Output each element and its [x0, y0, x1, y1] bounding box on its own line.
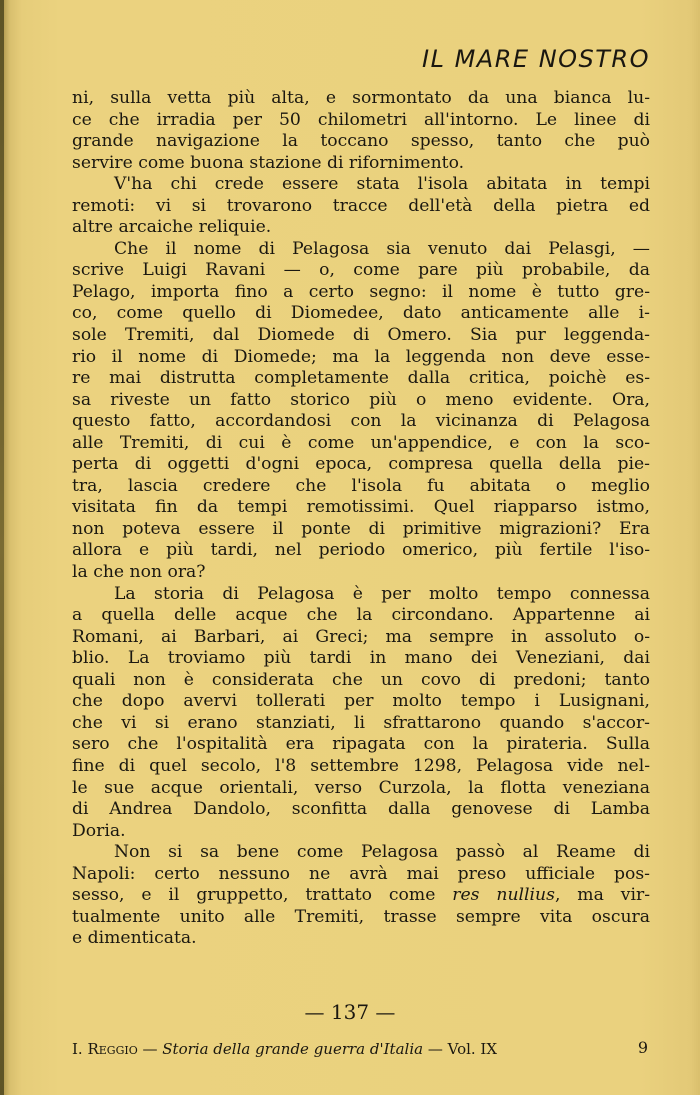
- footer-volume: Vol. IX: [447, 1040, 498, 1058]
- running-title: IL MARE NOSTRO: [422, 45, 650, 73]
- text-line: perta di oggetti d'ogni epoca, compresa quella della pie-: [72, 454, 650, 475]
- text-line: che vi si erano stanziati, li sfrattarono quando s'accor-: [72, 712, 650, 733]
- page-spine-shadow: [0, 0, 4, 1095]
- latin-phrase: res nullius: [452, 885, 555, 906]
- text-line: Romani, ai Barbari, ai Greci; ma sempre in assoluto o-: [72, 626, 650, 647]
- text-line: tra, lascia credere che l'isola fu abitata o meglio: [72, 475, 650, 496]
- text-line: questo fatto, accordandosi con la vicinanza di Pelagosa: [72, 411, 650, 432]
- text-line: Non si sa bene come Pelagosa passò al Reame di: [114, 842, 650, 863]
- text-line: servire come buona stazione di rifornimento.: [72, 152, 465, 173]
- text-line: La storia di Pelagosa è per molto tempo connessa: [114, 583, 650, 604]
- text-line: sa riveste un fatto storico più o meno evidente. Ora,: [72, 389, 650, 410]
- text-line: fine di quel secolo, l'8 settembre 1298, Pelagosa vide nel-: [72, 755, 650, 776]
- text-line: sesso, e il gruppetto, trattato come res nullius, ma vir-: [72, 885, 650, 906]
- text-line: e dimenticata.: [72, 928, 197, 949]
- text-line: sero che l'ospitalità era ripagata con la pirateria. Sulla: [72, 734, 650, 755]
- text-line: la che non ora?: [72, 562, 206, 583]
- text-line: quali non è considerata che un covo di predoni; tanto: [72, 669, 650, 690]
- text-line: grande navigazione la toccano spesso, tanto che può: [72, 131, 650, 152]
- text-line: altre arcaiche reliquie.: [72, 217, 272, 238]
- text-line: che dopo avervi tollerati per molto tempo i Lusignani,: [72, 691, 650, 712]
- body-text: [72, 88, 650, 950]
- footer-citation: [72, 1040, 497, 1058]
- text-line: allora e più tardi, nel periodo omerico, più fertile l'iso-: [72, 540, 650, 561]
- footer-author: I. Reggio: [72, 1040, 138, 1058]
- text-line: Pelago, importa fino a certo segno: il nome è tutto gre-: [72, 281, 650, 302]
- text-line: ce che irradia per 50 chilometri all'intorno. Le linee di: [72, 109, 650, 130]
- text-line: Che il nome di Pelagosa sia venuto dai Pelasgi, —: [114, 238, 650, 259]
- text-line: le sue acque orientali, verso Curzola, la flotta veneziana: [72, 777, 650, 798]
- text-line: co, come quello di Diomedee, dato anticamente alle i-: [72, 303, 650, 324]
- text-line: re mai distrutta completamente dalla critica, poichè es-: [72, 368, 650, 389]
- text-line: rio il nome di Diomede; ma la leggenda non deve esse-: [72, 346, 650, 367]
- text-line: Doria.: [72, 820, 126, 841]
- footer-work-title: Storia della grande guerra d'Italia: [162, 1040, 424, 1058]
- page-number: — 137 —: [304, 1000, 396, 1024]
- text-line: di Andrea Dandolo, sconfitta dalla genovese di Lamba: [72, 799, 650, 820]
- text-line: a quella delle acque che la circondano. Appartenne ai: [72, 605, 650, 626]
- footer-dash-2: —: [423, 1040, 448, 1058]
- text-line: ni, sulla vetta più alta, e sormontato da una bianca lu-: [72, 88, 650, 108]
- text-line: sole Tremiti, dal Diomede di Omero. Sia pur leggenda-: [72, 325, 650, 346]
- text-line: tualmente unito alle Tremiti, trasse sempre vita oscura: [72, 906, 650, 927]
- text-line: visitata fin da tempi remotissimi. Quel riapparso istmo,: [72, 497, 650, 518]
- text-line: scrive Luigi Ravani — o, come pare più probabile, da: [72, 260, 650, 281]
- footer-dash-1: —: [137, 1040, 163, 1058]
- text-line: Napoli: certo nessuno ne avrà mai preso ufficiale pos-: [72, 863, 650, 884]
- text-line: blio. La troviamo più tardi in mano dei Veneziani, dai: [72, 648, 650, 669]
- text-line: V'ha chi crede essere stata l'isola abitata in tempi: [114, 174, 650, 195]
- signature-mark: 9: [637, 1038, 648, 1057]
- text-line: non poteva essere il ponte di primitive migrazioni? Era: [72, 518, 650, 539]
- text-line: alle Tremiti, di cui è come un'appendice, e con la sco-: [72, 432, 650, 453]
- text-line: remoti: vi si trovarono tracce dell'età della pietra ed: [72, 195, 650, 216]
